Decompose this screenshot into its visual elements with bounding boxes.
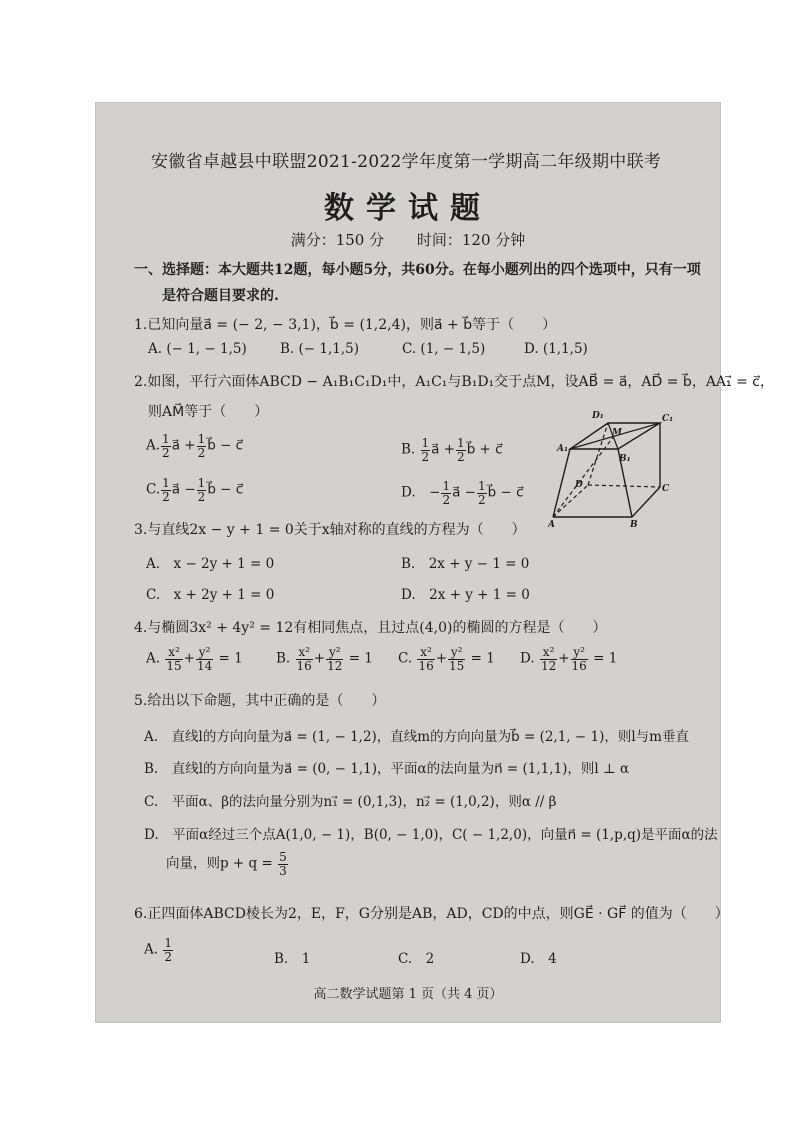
- label-d: D: [575, 480, 583, 490]
- exam-header: 安徽省卓越县中联盟2021-2022学年度第一学期高二年级期中联考: [151, 152, 662, 172]
- page-footer: 高二数学试题第 1 页（共 4 页）: [313, 987, 503, 1002]
- q2-option-d: D. − $\frac{1}{2}$ a⃗ − $\frac{1}{2}$ b⃗ − c⃗: [401, 479, 524, 507]
- section-heading-cont: 是符合题目要求的.: [162, 288, 279, 304]
- q5-option-a: A. 直线l的方向向量为a⃗ = (1, − 1,2)，直线m的方向向量为b⃗ = (2,1, − 1)，则l与m垂直: [144, 729, 689, 745]
- label-b: B: [630, 520, 638, 529]
- q6-option-b: B. 1: [274, 951, 311, 967]
- q1-option-b: B. (− 1,1,5): [280, 341, 359, 357]
- label-d1: D₁: [592, 411, 604, 421]
- question-5-stem: 5.给出以下命题，其中正确的是（ ）: [134, 693, 386, 709]
- question-6-stem: 6.正四面体ABCD棱长为2，E，F，G分别是AB，AD，CD的中点，则GE⃗ · GF⃗ 的值为（ ）: [134, 906, 729, 922]
- full-score: 满分：150 分: [290, 231, 385, 249]
- time-limit: 时间：120 分钟: [416, 231, 526, 249]
- label-m: M: [612, 428, 622, 438]
- q4-option-a: A. $\frac{\text{x²}}{15}$ + $\frac{\text{y²}}{14}$ = 1: [146, 645, 243, 673]
- label-a1: A₁: [557, 444, 568, 454]
- q4-option-c: C. $\frac{\text{x²}}{16}$ + $\frac{\text{y²}}{15}$ = 1: [398, 645, 495, 673]
- q3-option-a: A. x − 2y + 1 = 0: [146, 556, 275, 572]
- q5-option-b: B. 直线l的方向向量为a⃗ = (0, − 1,1)，平面α的法向量为n⃗ = (1,1,1)，则l ⊥ α: [144, 761, 630, 777]
- question-4-stem: 4.与椭圆3x² + 4y² = 12有相同焦点，且过点(4,0)的椭圆的方程是（ ）: [134, 620, 607, 636]
- section-heading: 一、选择题：本大题共12题，每小题5分，共60分。在每小题列出的四个选项中，只有一项: [134, 262, 701, 278]
- q6-option-a: A. $\frac{1}{2}$: [144, 936, 172, 964]
- exam-page: [96, 103, 774, 1022]
- q3-option-d: D. 2x + y + 1 = 0: [401, 587, 530, 603]
- q1-option-d: D. (1,1,5): [524, 341, 588, 357]
- q1-option-c: C. (1, − 1,5): [402, 341, 486, 357]
- question-2-stem-cont: 则AM⃗等于（ ）: [148, 404, 269, 420]
- label-c1: C₁: [662, 414, 674, 424]
- q1-option-a: A. (− 1, − 1,5): [148, 341, 247, 357]
- label-c: C: [662, 484, 670, 494]
- question-3-stem: 3.与直线2x − y + 1 = 0关于x轴对称的直线的方程为（ ）: [134, 522, 526, 538]
- parallelepiped-figure: [548, 405, 680, 529]
- q4-option-b: B. $\frac{\text{x²}}{16}$ + $\frac{\text{y²}}{12}$ = 1: [276, 645, 373, 673]
- q5-option-c: C. 平面α、β的法向量分别为n₁⃗ = (0,1,3)，n₂⃗ = (1,0,2)，则α // β: [144, 794, 557, 810]
- question-1-stem: 1.已知向量a⃗ = (− 2, − 3,1)，b⃗ = (1,2,4)，则a⃗ + b⃗等于（ ）: [134, 317, 557, 333]
- exam-info: [96, 229, 720, 250]
- q2-option-c: C. $\frac{1}{2}$ a⃗ − $\frac{1}{2}$ b⃗ − c⃗: [146, 476, 244, 504]
- label-a: A: [548, 520, 555, 529]
- q4-option-d: D. $\frac{\text{x²}}{12}$ + $\frac{\text{y²}}{16}$ = 1: [520, 645, 618, 673]
- label-b1: B₁: [619, 454, 631, 464]
- q5-option-d: D. 平面α经过三个点A(1,0, − 1)，B(0, − 1,0)，C( − 1,2,0)，向量n⃗ = (1,p,q)是平面α的法: [144, 827, 718, 843]
- q6-option-d: D. 4: [520, 951, 557, 967]
- q2-option-a: A. $\frac{1}{2}$ a⃗ + $\frac{1}{2}$ b⃗ − c⃗: [146, 432, 244, 460]
- question-2-stem: 2.如图，平行六面体ABCD − A₁B₁C₁D₁中，A₁C₁与B₁D₁交于点M，设AB⃗ = a⃗，AD⃗ = b⃗，AA₁⃗ = c⃗，: [134, 374, 774, 390]
- q3-option-c: C. x + 2y + 1 = 0: [146, 587, 275, 603]
- q5-option-d-cont: 向量，则p + q = $\frac{5}{3}$: [166, 850, 287, 878]
- q2-option-b: B. $\frac{1}{2}$ a⃗ + $\frac{1}{2}$ b⃗ + c⃗: [401, 436, 503, 464]
- q3-option-b: B. 2x + y − 1 = 0: [401, 556, 530, 572]
- q6-option-c: C. 2: [398, 951, 435, 967]
- page-title: 数学试题: [324, 191, 492, 226]
